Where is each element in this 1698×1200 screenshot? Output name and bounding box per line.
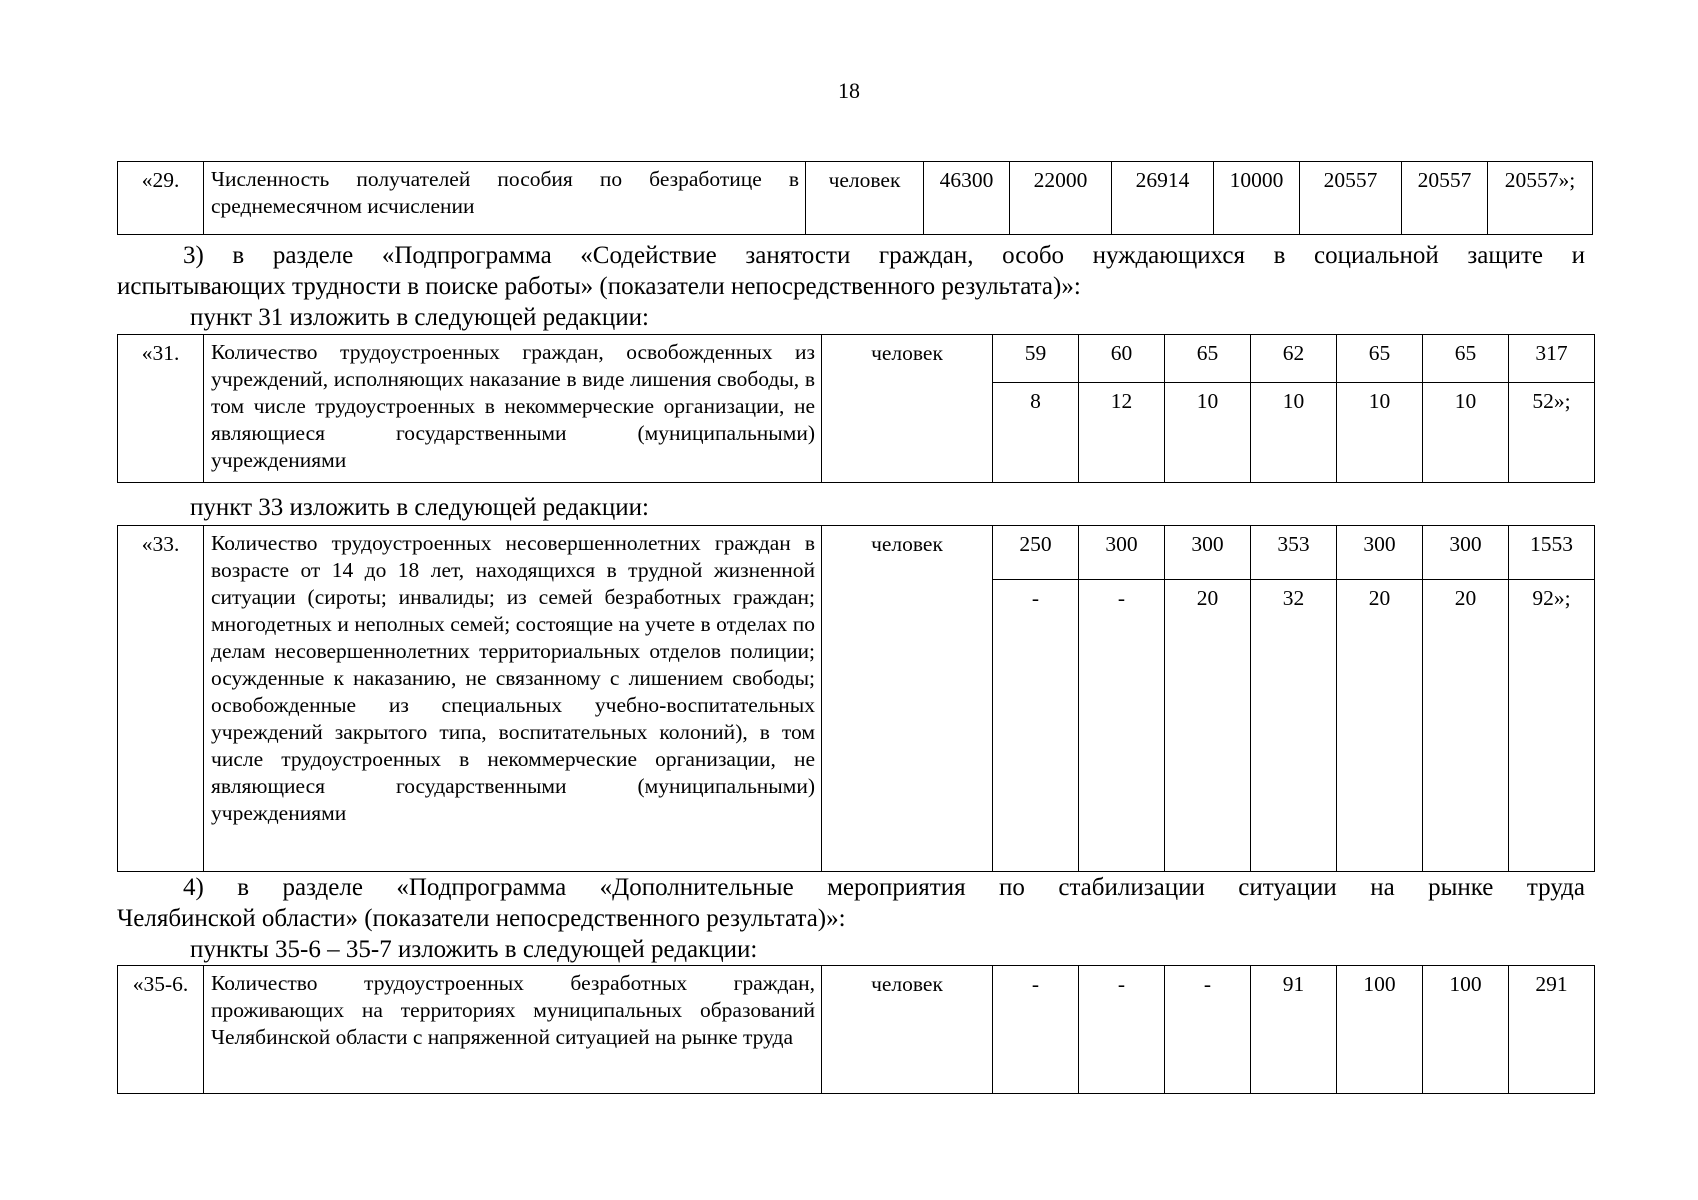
row-number: «35-6. [118, 966, 204, 1094]
unit-cell: человек [822, 335, 993, 483]
value-cell: - [1165, 966, 1251, 1094]
unit-cell: человек [806, 162, 924, 235]
value-cell: 300 [1079, 526, 1165, 580]
value-cell: 26914 [1112, 162, 1214, 235]
value-cell: 100 [1337, 966, 1423, 1094]
value-cell: 250 [993, 526, 1079, 580]
value-cell: 60 [1079, 335, 1165, 383]
section-3-paragraph [117, 240, 1585, 302]
value-cell: 300 [1337, 526, 1423, 580]
value-cell: 46300 [924, 162, 1010, 235]
value-cell: 22000 [1010, 162, 1112, 235]
unit-cell: человек [822, 966, 993, 1094]
section-4-line-2: Челябинской области» (показатели непосредственного результата)»: [117, 905, 846, 932]
value-cell: 10000 [1214, 162, 1300, 235]
value-cell: 10 [1423, 383, 1509, 483]
value-cell: 65 [1165, 335, 1251, 383]
value-cell: - [993, 580, 1079, 872]
value-cell: 353 [1251, 526, 1337, 580]
value-cell: 92»; [1509, 580, 1595, 872]
unit-cell: человек [822, 526, 993, 872]
indicator-description: Количество трудоустроенных безработных граждан, проживающих на территориях муниципальных образований Челябинской области с напряженной ситуацией на рынке труда [204, 966, 822, 1094]
value-cell: 20557»; [1488, 162, 1593, 235]
table-row-35-6 [117, 965, 1595, 1094]
value-cell: 20557 [1300, 162, 1402, 235]
value-cell: 20 [1423, 580, 1509, 872]
value-cell: 300 [1165, 526, 1251, 580]
value-cell: 8 [993, 383, 1079, 483]
value-cell: 1553 [1509, 526, 1595, 580]
value-cell: 12 [1079, 383, 1165, 483]
indicator-description: Количество трудоустроенных граждан, освобожденных из учреждений, исполняющих наказание в виде лишения свободы, в том числе трудоустроенных в некоммерческие организации, не являющиеся государственными (муниципальными) учреждениями [204, 335, 822, 483]
value-cell: 20557 [1402, 162, 1488, 235]
section-4-line-1: 4) в разделе «Подпрограмма «Дополнительные мероприятия по стабилизации ситуации на рынке труда [183, 874, 1585, 901]
value-cell: 91 [1251, 966, 1337, 1094]
row-number: «33. [118, 526, 204, 872]
value-cell: 20 [1337, 580, 1423, 872]
table-row-33 [117, 525, 1595, 872]
page-number: 18 [838, 78, 860, 103]
value-cell: 65 [1423, 335, 1509, 383]
value-cell: 100 [1423, 966, 1509, 1094]
items-35-instruction: пункты 35-6 – 35-7 изложить в следующей редакции: [190, 936, 758, 963]
value-cell: 59 [993, 335, 1079, 383]
table-row-31 [117, 334, 1595, 483]
indicator-description: Количество трудоустроенных несовершеннолетних граждан в возрасте от 14 до 18 лет, находящихся в трудной жизненной ситуации (сироты; инвалиды; из семей безработных граждан; многодетных и неполных семей; состоящие на учете в отделах по делам несовершеннолетних территориальных отделов полиции; осужденные к наказанию, не связанному с лишением свободы; освобожденные из специальных учебно-воспитательных учреждений закрытого типа, воспитательных колоний), в том числе трудоустроенных в некоммерческие организации, не являющиеся государственными (муниципальными) учреждениями [204, 526, 822, 872]
value-cell: - [1079, 580, 1165, 872]
value-cell: - [1079, 966, 1165, 1094]
value-cell: - [993, 966, 1079, 1094]
value-cell: 300 [1423, 526, 1509, 580]
section-3-line-1: 3) в разделе «Подпрограмма «Содействие занятости граждан, особо нуждающихся в социальной защите и [183, 242, 1585, 269]
value-cell: 10 [1337, 383, 1423, 483]
indicator-description: Численность получателей пособия по безработице в среднемесячном исчислении [204, 162, 806, 235]
item-33-instruction: пункт 33 изложить в следующей редакции: [190, 494, 649, 521]
row-number: «29. [118, 162, 204, 235]
value-cell: 10 [1251, 383, 1337, 483]
value-cell: 291 [1509, 966, 1595, 1094]
value-cell: 65 [1337, 335, 1423, 383]
value-cell: 62 [1251, 335, 1337, 383]
value-cell: 32 [1251, 580, 1337, 872]
value-cell: 10 [1165, 383, 1251, 483]
section-3-line-2: испытывающих трудности в поиске работы» (показатели непосредственного результата)»: [117, 273, 1081, 300]
value-cell: 317 [1509, 335, 1595, 383]
value-cell: 52»; [1509, 383, 1595, 483]
table-row-29 [117, 161, 1593, 235]
value-cell: 20 [1165, 580, 1251, 872]
section-4-paragraph [117, 872, 1585, 934]
item-31-instruction: пункт 31 изложить в следующей редакции: [190, 304, 649, 331]
row-number: «31. [118, 335, 204, 483]
